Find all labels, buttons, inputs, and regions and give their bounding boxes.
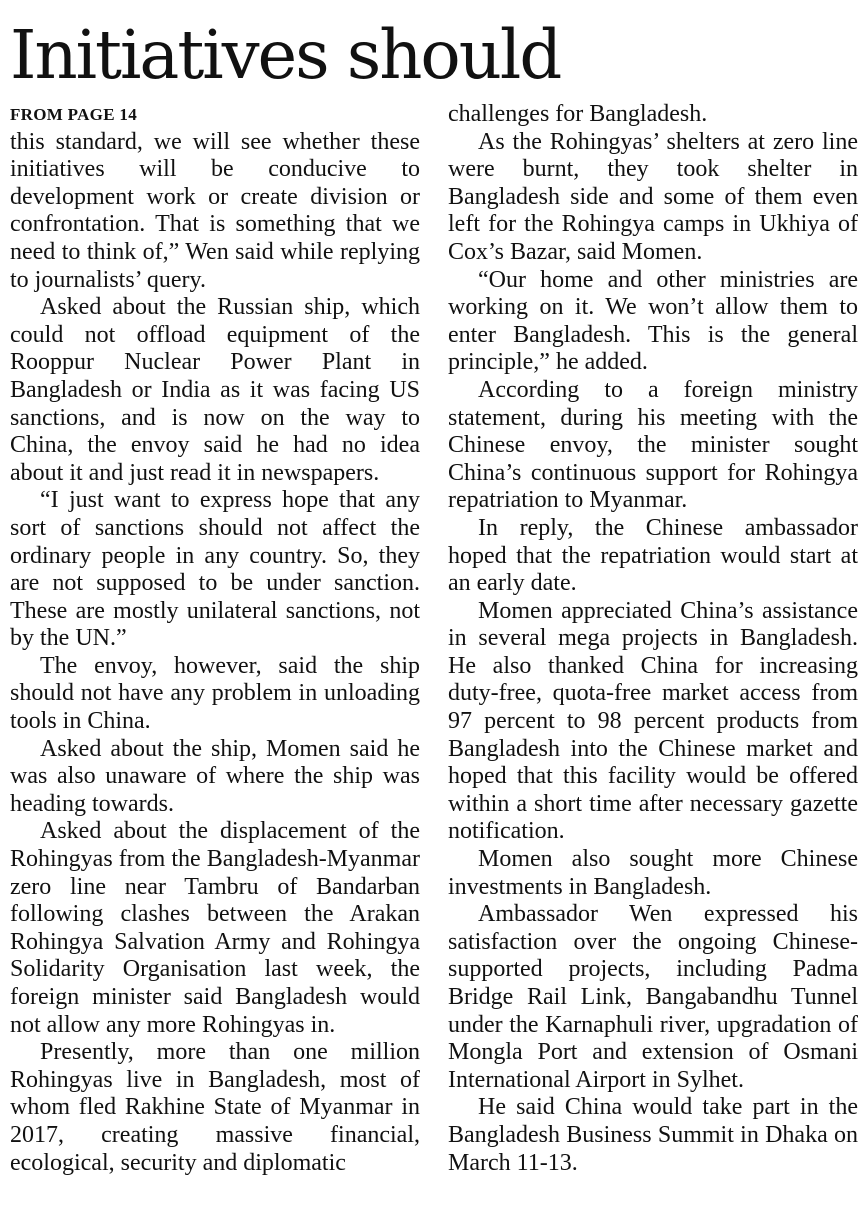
- paragraph: The envoy, however, said the ship should not have any problem in unloading tools in China.: [10, 652, 420, 735]
- paragraph: According to a foreign ministry statement, during his meeting with the Chinese envoy, the minister sought China’s continuous support for Rohingya repatriation to Myanmar.: [448, 376, 858, 514]
- paragraph: “I just want to express hope that any sort of sanctions should not affect the ordinary people in any country. So, they are not supposed to be under sanction. These are mostly unilateral sanctions, not by the UN.”: [10, 487, 420, 652]
- paragraph: Asked about the displacement of the Rohingyas from the Bangladesh-Myanmar zero line near Tambru of Bandarban following clashes between the Arakan Rohingya Salvation Army and Rohingya Solidarity Organisation last week, the foreign minister said Bangladesh would not allow any more Rohingyas in.: [10, 818, 420, 1038]
- paragraph: challenges for Bangladesh.: [448, 101, 708, 127]
- paragraph: Asked about the ship, Momen said he was also unaware of where the ship was heading towards.: [10, 735, 420, 817]
- continuation-kicker: FROM PAGE 14: [10, 105, 137, 124]
- paragraph: this standard, we will see whether these initiatives will be conducive to development work or create division or confrontation. That is something that we need to think of,” Wen said while replying to journalists’ query.: [10, 128, 420, 293]
- headline: Initiatives should: [10, 16, 561, 94]
- paragraph: He said China would take part in the Bangladesh Business Summit in Dhaka on March 11-13.: [448, 1094, 858, 1176]
- paragraph: In reply, the Chinese ambassador hoped that the repatriation would start at an early date.: [448, 514, 858, 597]
- paragraph: “Our home and other ministries are working on it. We won’t allow them to enter Bangladesh. This is the general principle,” he added.: [448, 266, 858, 376]
- paragraph: Asked about the Russian ship, which could not offload equipment of the Rooppur Nuclear Power Plant in Bangladesh or India as it was facing US sanctions, and is now on the way to China, the envoy said he had no idea about it and just read it in newspapers.: [10, 294, 420, 486]
- paragraph: Momen appreciated China’s assistance in several mega projects in Bangladesh. He also thanked China for increasing duty-free, quota-free market access from 97 percent to 98 percent products from Bangladesh into the Chinese market and hoped that this facility would be offered within a short time after necessary gazette notification.: [448, 597, 858, 845]
- paragraph: Momen also sought more Chinese investments in Bangladesh.: [448, 846, 858, 900]
- paragraph: As the Rohingyas’ shelters at zero line were burnt, they took shelter in Bangladesh side and some of them even left for the Rohingya camps in Ukhiya of Cox’s Bazar, said Momen.: [448, 128, 858, 265]
- article-column-left: [10, 101, 420, 1177]
- article-column-right: [448, 101, 858, 1177]
- paragraph: Presently, more than one million Rohingyas live in Bangladesh, most of whom fled Rakhine State of Myanmar in 2017, creating massive financial, ecological, security and diplomatic: [10, 1039, 420, 1176]
- paragraph: Ambassador Wen expressed his satisfaction over the ongoing Chinese-supported projects, including Padma Bridge Rail Link, Bangabandhu Tunnel under the Karnaphuli river, upgradation of Mongla Port and extension of Osmani International Airport in Sylhet.: [448, 901, 858, 1093]
